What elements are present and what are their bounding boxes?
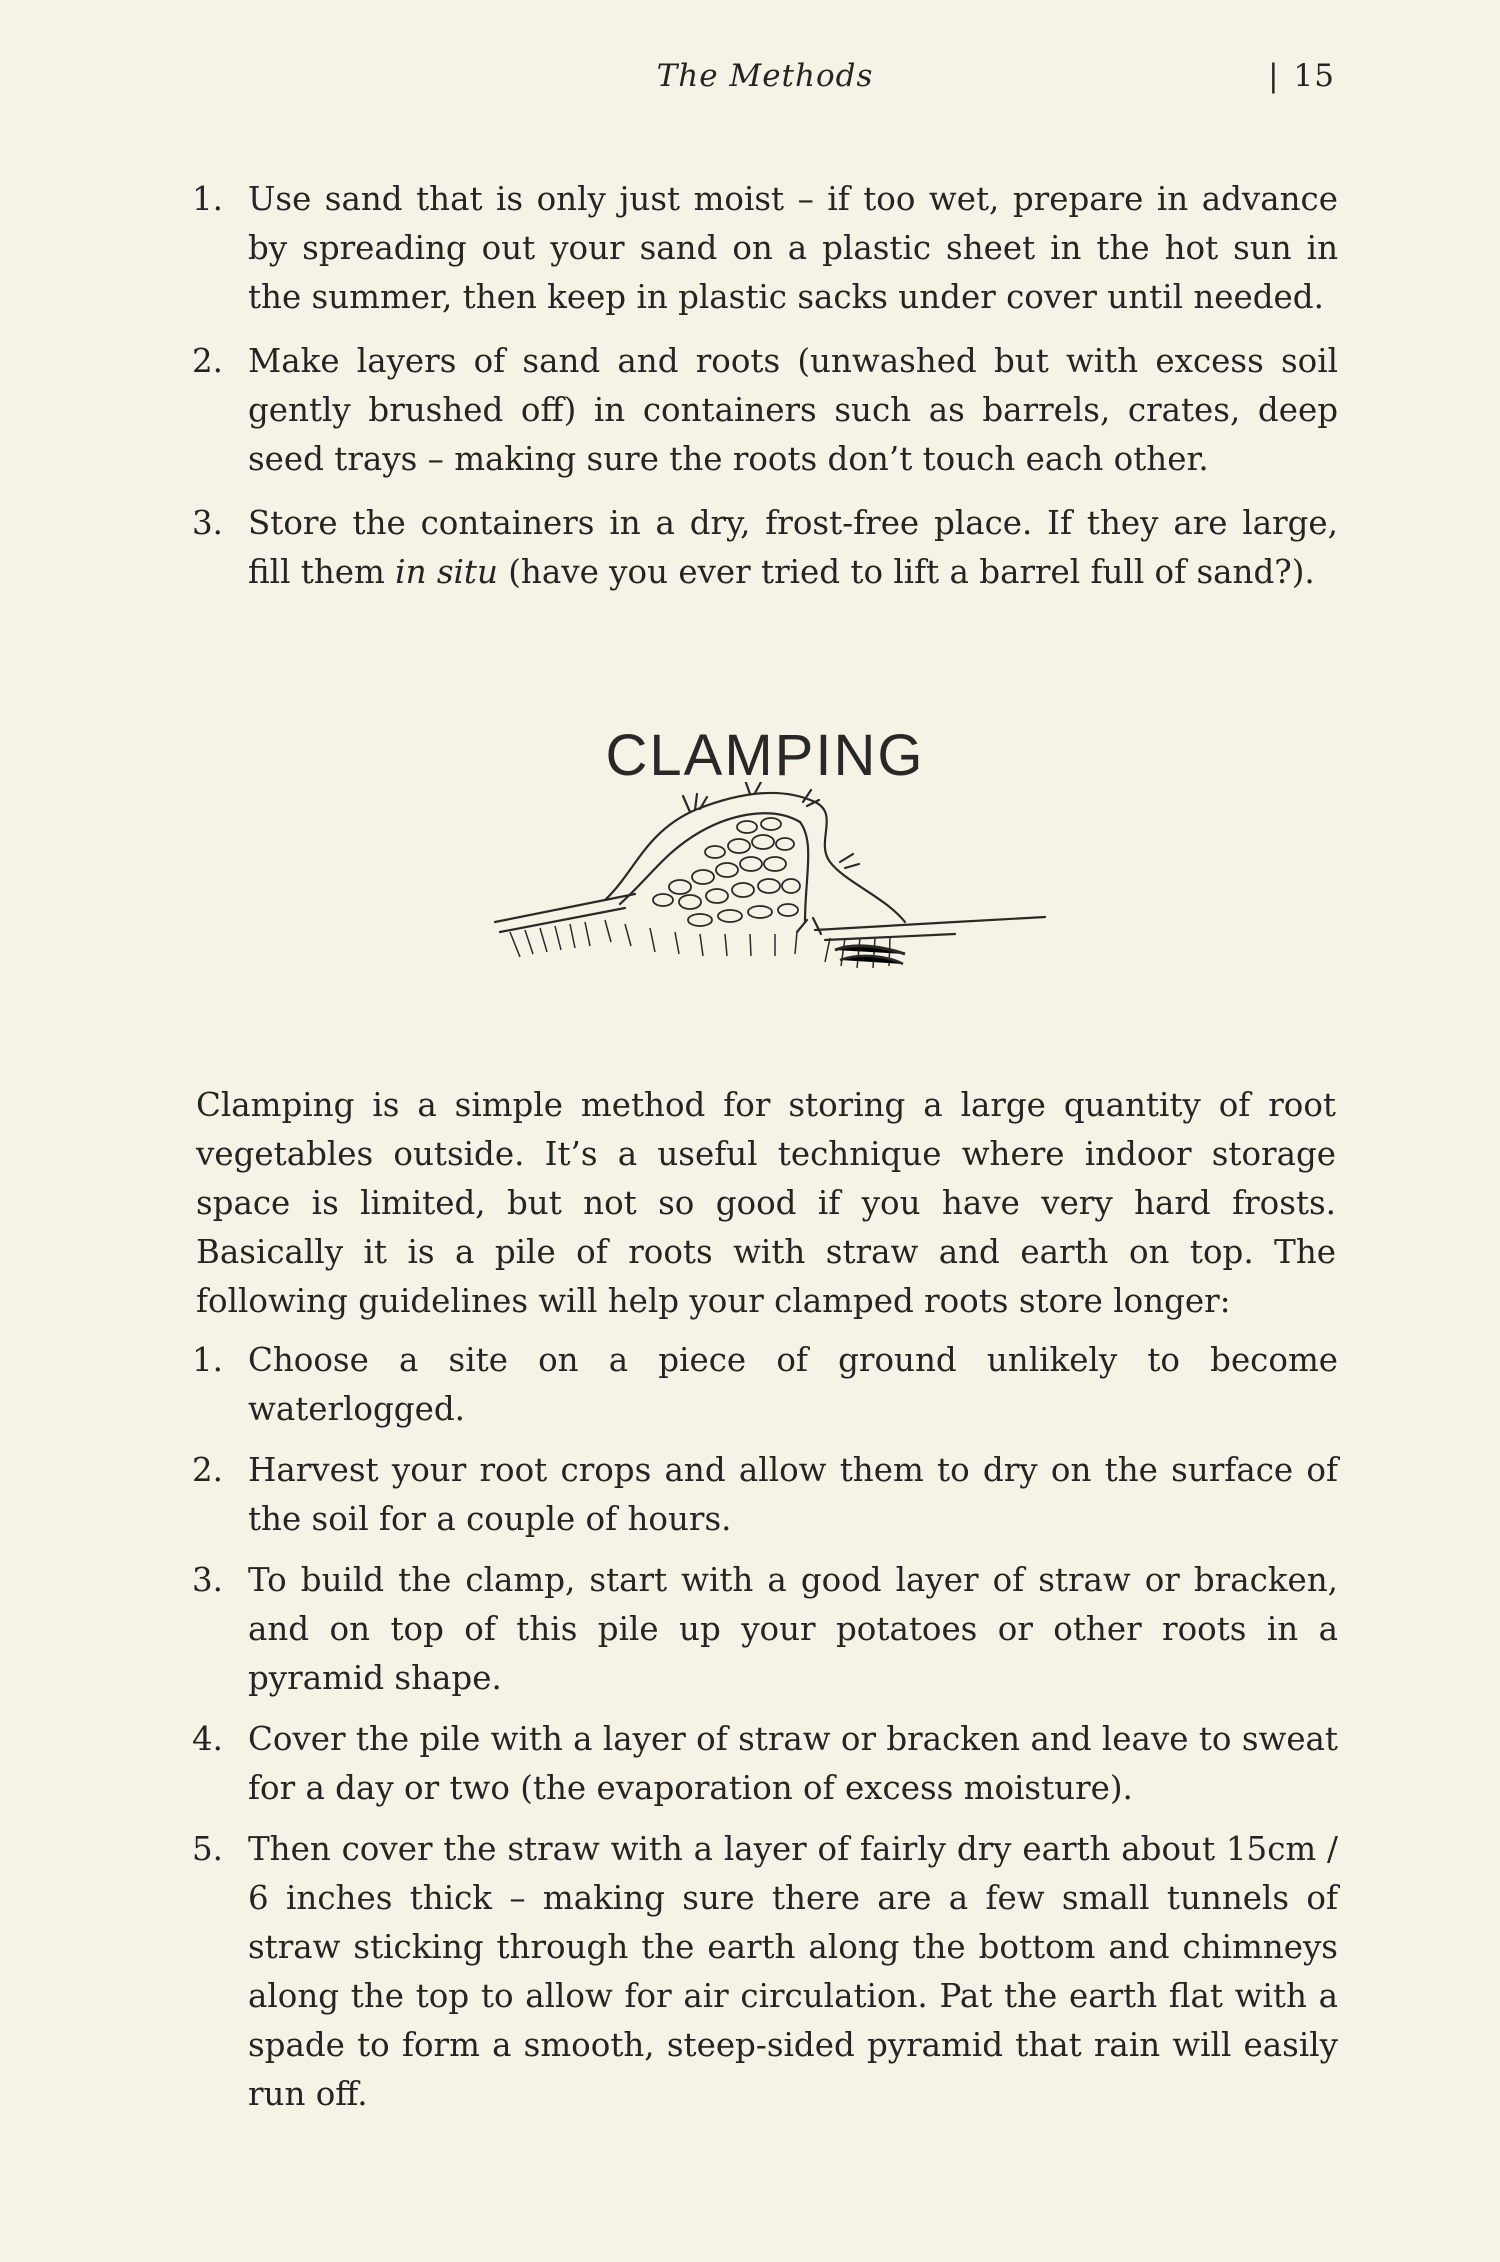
list-item xyxy=(192,1336,1338,1434)
item-text-before: Store the containers in a dry, frost-free place. If they are large, fill them xyxy=(248,504,1338,591)
item-text-italic: in situ xyxy=(395,553,498,591)
list-item xyxy=(192,499,1338,597)
item-number: 1. xyxy=(192,180,224,218)
page-number-value: 15 xyxy=(1293,58,1335,94)
item-text-after: (have you ever tried to lift a barrel full of sand?). xyxy=(497,553,1315,591)
clamping-intro: Clamping is a simple method for storing a large quantity of root vegetables outside. It’s a useful technique where indoor storage space is limited, but not so good if you have very hard frosts. Basically it is a pile of roots with straw and earth on top. The following guidelines will help your clamped roots store longer: xyxy=(196,1086,1336,1320)
list-item xyxy=(192,175,1338,322)
item-number: 3. xyxy=(192,1561,224,1599)
list-item xyxy=(192,337,1338,484)
ground-line xyxy=(495,894,635,922)
item-text: Make layers of sand and roots (unwashed but with excess soil gently brushed off) in containers such as barrels, crates, deep seed trays – making sure the roots don’t touch each other. xyxy=(248,342,1338,478)
running-header xyxy=(0,58,1500,108)
item-number: 1. xyxy=(192,1341,224,1379)
item-number: 2. xyxy=(192,1451,224,1489)
roots-pile xyxy=(653,818,800,926)
item-text: Choose a site on a piece of ground unlikely to become waterlogged. xyxy=(248,1341,1338,1428)
list-item xyxy=(192,1825,1338,2119)
item-number: 3. xyxy=(192,504,224,542)
item-text: Harvest your root crops and allow them to dry on the surface of the soil for a couple of hours. xyxy=(248,1451,1338,1538)
item-text: Use sand that is only just moist – if too wet, prepare in advance by spreading out your sand on a plastic sheet in the hot sun in the summer, then keep in plastic sacks under cover until needed. xyxy=(248,180,1338,316)
item-number: 5. xyxy=(192,1830,224,1868)
running-title: The Methods xyxy=(656,58,874,94)
item-number: 2. xyxy=(192,342,224,380)
list-item xyxy=(192,1715,1338,1813)
item-text: Then cover the straw with a layer of fairly dry earth about 15cm / 6 inches thick – making sure there are a few small tunnels of straw sticking through the earth along the bottom and chimneys along the top to allow for air circulation. Pat the earth flat with a spade to form a smooth, steep-sided pyramid that rain will easily run off. xyxy=(248,1830,1338,2113)
section-heading: CLAMPING xyxy=(605,723,925,789)
clamp-illustration xyxy=(485,782,1055,1012)
item-text: To build the clamp, start with a good layer of straw or bracken, and on top of this pile up your potatoes or other roots in a pyramid shape. xyxy=(248,1561,1338,1697)
item-number: 4. xyxy=(192,1720,224,1758)
page-number: | 15 xyxy=(1268,58,1335,94)
sand-storage-list xyxy=(192,175,1338,612)
list-item xyxy=(192,1446,1338,1544)
list-item xyxy=(192,1556,1338,1703)
clamping-steps-list xyxy=(192,1336,1338,2131)
item-text: Cover the pile with a layer of straw or bracken and leave to sweat for a day or two (the evaporation of excess moisture). xyxy=(248,1720,1338,1807)
